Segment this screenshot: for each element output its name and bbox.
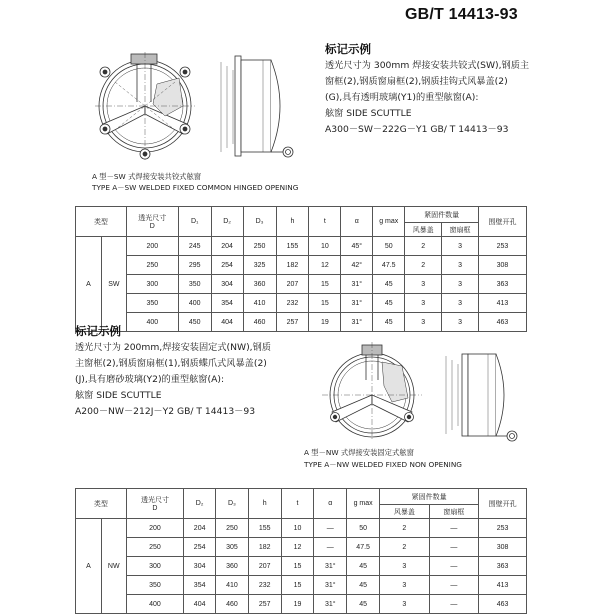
marking-line: 舷窗 SIDE SCUTTLE (325, 108, 412, 119)
cell: 410 (216, 576, 249, 595)
header-wall-opening: 围壁开孔 (478, 207, 526, 237)
cell: 31° (341, 275, 373, 294)
cell: 19 (281, 595, 314, 614)
cell: 3 (380, 576, 430, 595)
cell: 15 (281, 576, 314, 595)
cell: 300 (126, 557, 184, 576)
header-gmax: g max (347, 489, 380, 519)
cell: 45 (347, 557, 380, 576)
cell: 207 (248, 557, 281, 576)
cell: 350 (126, 294, 178, 313)
table-row (76, 294, 527, 313)
cell: 450 (178, 313, 211, 332)
header-h: h (248, 489, 281, 519)
cell: 325 (243, 256, 276, 275)
cell: 2 (380, 538, 430, 557)
cell: 413 (478, 294, 526, 313)
header-clear-size-label: 透光尺寸 (138, 215, 167, 222)
cell: 10 (281, 519, 314, 538)
cell: 45 (373, 294, 405, 313)
marking-line: 窗框(2),钢质窗扇框(2),钢质挂钩式风暴盖(2) (325, 76, 508, 87)
cell: 257 (248, 595, 281, 614)
cell: 253 (479, 519, 527, 538)
header-t: t (281, 489, 314, 519)
header-clear-size (126, 489, 184, 519)
header-sash-frame: 窗扇框 (429, 505, 479, 519)
cell: 3 (380, 557, 430, 576)
cell: — (429, 519, 479, 538)
cell: 3 (442, 313, 479, 332)
cell: 15 (281, 557, 314, 576)
drawing-a-nw (322, 340, 522, 445)
cell: 250 (216, 519, 249, 538)
table-row (76, 595, 527, 614)
cell: 305 (216, 538, 249, 557)
header-t: t (309, 207, 341, 237)
figure-caption-en-a-nw: TYPE A－NW WELDED FIXED NON OPENING (304, 460, 462, 469)
cell: 308 (479, 538, 527, 557)
cell: — (429, 557, 479, 576)
header-fasteners: 紧固件数量 (380, 489, 479, 505)
cell: 354 (184, 576, 216, 595)
cell: 15 (309, 294, 341, 313)
cell: 3 (405, 275, 442, 294)
cell: 207 (276, 275, 309, 294)
cell: 363 (478, 275, 526, 294)
cell: 232 (276, 294, 309, 313)
cell: 12 (281, 538, 314, 557)
marking-line: 透光尺寸为 300mm 焊接安装共铰式(SW),钢质主 (325, 60, 530, 71)
cell: 3 (442, 294, 479, 313)
cell-type: A (76, 519, 102, 614)
header-alpha: α (341, 207, 373, 237)
cell: 42° (341, 256, 373, 275)
cell: 304 (184, 557, 216, 576)
figure-caption-cn-a-sw: A 型－SW 式焊接安装共铰式舷窗 (92, 172, 202, 181)
cell: 45 (373, 313, 405, 332)
cell: — (314, 538, 347, 557)
header-clear-size (126, 207, 178, 237)
cell: 2 (380, 519, 430, 538)
cell: 254 (211, 256, 243, 275)
cell: 304 (211, 275, 243, 294)
cell: 295 (178, 256, 211, 275)
cell: 360 (243, 275, 276, 294)
header-d2: D₂ (184, 489, 216, 519)
cell: 15 (309, 275, 341, 294)
header-d1: D₁ (178, 207, 211, 237)
cell: 50 (347, 519, 380, 538)
cell: 155 (248, 519, 281, 538)
table-row (76, 256, 527, 275)
cell: 254 (184, 538, 216, 557)
cell: — (429, 576, 479, 595)
header-storm-cover: 风暴盖 (405, 223, 442, 237)
cell: 232 (248, 576, 281, 595)
header-clear-size-symbol: D (149, 223, 155, 230)
marking-line: (G),具有透明玻璃(Y1)的重型舷窗(A): (325, 92, 479, 103)
cell-type: A (76, 237, 102, 332)
marking-line: A200－NW－212J－Y2 GB/ T 14413－93 (75, 406, 256, 417)
cell: 31° (314, 576, 347, 595)
cell: 12 (309, 256, 341, 275)
cell: 3 (442, 237, 479, 256)
cell: 31° (314, 557, 347, 576)
cell: 2 (405, 237, 442, 256)
cell: 2 (405, 256, 442, 275)
cell: 300 (126, 275, 178, 294)
cell: 200 (126, 519, 184, 538)
cell: 204 (184, 519, 216, 538)
cell: 31° (341, 313, 373, 332)
header-alpha: α (314, 489, 347, 519)
cell: 50 (373, 237, 405, 256)
marking-line: 主窗框(2),钢质窗扇框(1),钢质蝶爪式风暴盖(2) (75, 358, 267, 369)
cell: 3 (442, 275, 479, 294)
cell: 253 (478, 237, 526, 256)
cell: 245 (178, 237, 211, 256)
marking-line: 舷窗 SIDE SCUTTLE (75, 390, 162, 401)
cell: 47.5 (373, 256, 405, 275)
cell: 410 (243, 294, 276, 313)
table-row (76, 557, 527, 576)
cell: — (429, 538, 479, 557)
cell: 404 (211, 313, 243, 332)
cell: 460 (243, 313, 276, 332)
cell: 463 (479, 595, 527, 614)
cell: 47.5 (347, 538, 380, 557)
header-fasteners: 紧固件数量 (405, 207, 479, 223)
cell: 400 (126, 313, 178, 332)
table-row (76, 519, 527, 538)
cell: 45 (373, 275, 405, 294)
cell: 45 (347, 595, 380, 614)
cell: — (314, 519, 347, 538)
cell: 350 (178, 275, 211, 294)
cell: 200 (126, 237, 178, 256)
cell: 10 (309, 237, 341, 256)
cell: 363 (479, 557, 527, 576)
header-h: h (276, 207, 309, 237)
cell: 45° (341, 237, 373, 256)
marking-line: (J),具有磨砂玻璃(Y2)的重型舷窗(A): (75, 374, 225, 385)
header-clear-size-symbol: D (152, 505, 158, 512)
cell-subtype: NW (101, 519, 126, 614)
cell: 413 (479, 576, 527, 595)
marking-line: 透光尺寸为 200mm,焊接安装固定式(NW),钢质 (75, 342, 271, 353)
dimension-table-a-nw (75, 488, 527, 614)
dimension-table-a-sw (75, 206, 527, 332)
marking-example-a-nw (75, 322, 271, 420)
header-d3: D₃ (243, 207, 276, 237)
cell: 182 (248, 538, 281, 557)
figure-caption-cn-a-nw: A 型－NW 式焊接安装固定式舷窗 (304, 448, 414, 457)
cell: 308 (478, 256, 526, 275)
figure-caption-en-a-sw: TYPE A－SW WELDED FIXED COMMON HINGED OPENING (92, 183, 299, 192)
cell-subtype: SW (101, 237, 126, 332)
cell: 204 (211, 237, 243, 256)
cell: 250 (243, 237, 276, 256)
marking-example-a-sw (325, 40, 529, 138)
drawing-a-sw (95, 42, 300, 170)
cell: 404 (184, 595, 216, 614)
marking-heading: 标记示例 (75, 324, 121, 338)
header-clear-size-label: 透光尺寸 (140, 497, 169, 504)
header-d2: D₂ (211, 207, 243, 237)
cell: 45 (347, 576, 380, 595)
cell: 250 (126, 538, 184, 557)
header-storm-cover: 风暴盖 (380, 505, 430, 519)
table-row (76, 275, 527, 294)
marking-line: A300－SW－222G－Y1 GB/ T 14413－93 (325, 124, 509, 135)
header-d3: D₃ (216, 489, 249, 519)
table-row (76, 538, 527, 557)
cell: 3 (442, 256, 479, 275)
cell: 3 (405, 313, 442, 332)
cell: 31° (314, 595, 347, 614)
header-type: 类型 (76, 489, 127, 519)
cell: 400 (178, 294, 211, 313)
cell: 257 (276, 313, 309, 332)
cell: 182 (276, 256, 309, 275)
table-row (76, 237, 527, 256)
marking-heading: 标记示例 (325, 42, 371, 56)
cell: 3 (380, 595, 430, 614)
cell: 463 (478, 313, 526, 332)
cell: 350 (126, 576, 184, 595)
cell: 354 (211, 294, 243, 313)
standard-code: GB/T 14413-93 (405, 6, 518, 23)
header-type: 类型 (76, 207, 127, 237)
cell: 19 (309, 313, 341, 332)
cell: 3 (405, 294, 442, 313)
cell: 400 (126, 595, 184, 614)
cell: — (429, 595, 479, 614)
cell: 460 (216, 595, 249, 614)
cell: 360 (216, 557, 249, 576)
header-gmax: g max (373, 207, 405, 237)
table-row (76, 576, 527, 595)
header-sash-frame: 窗扇框 (442, 223, 479, 237)
cell: 250 (126, 256, 178, 275)
header-wall-opening: 围壁开孔 (479, 489, 527, 519)
cell: 31° (341, 294, 373, 313)
cell: 155 (276, 237, 309, 256)
